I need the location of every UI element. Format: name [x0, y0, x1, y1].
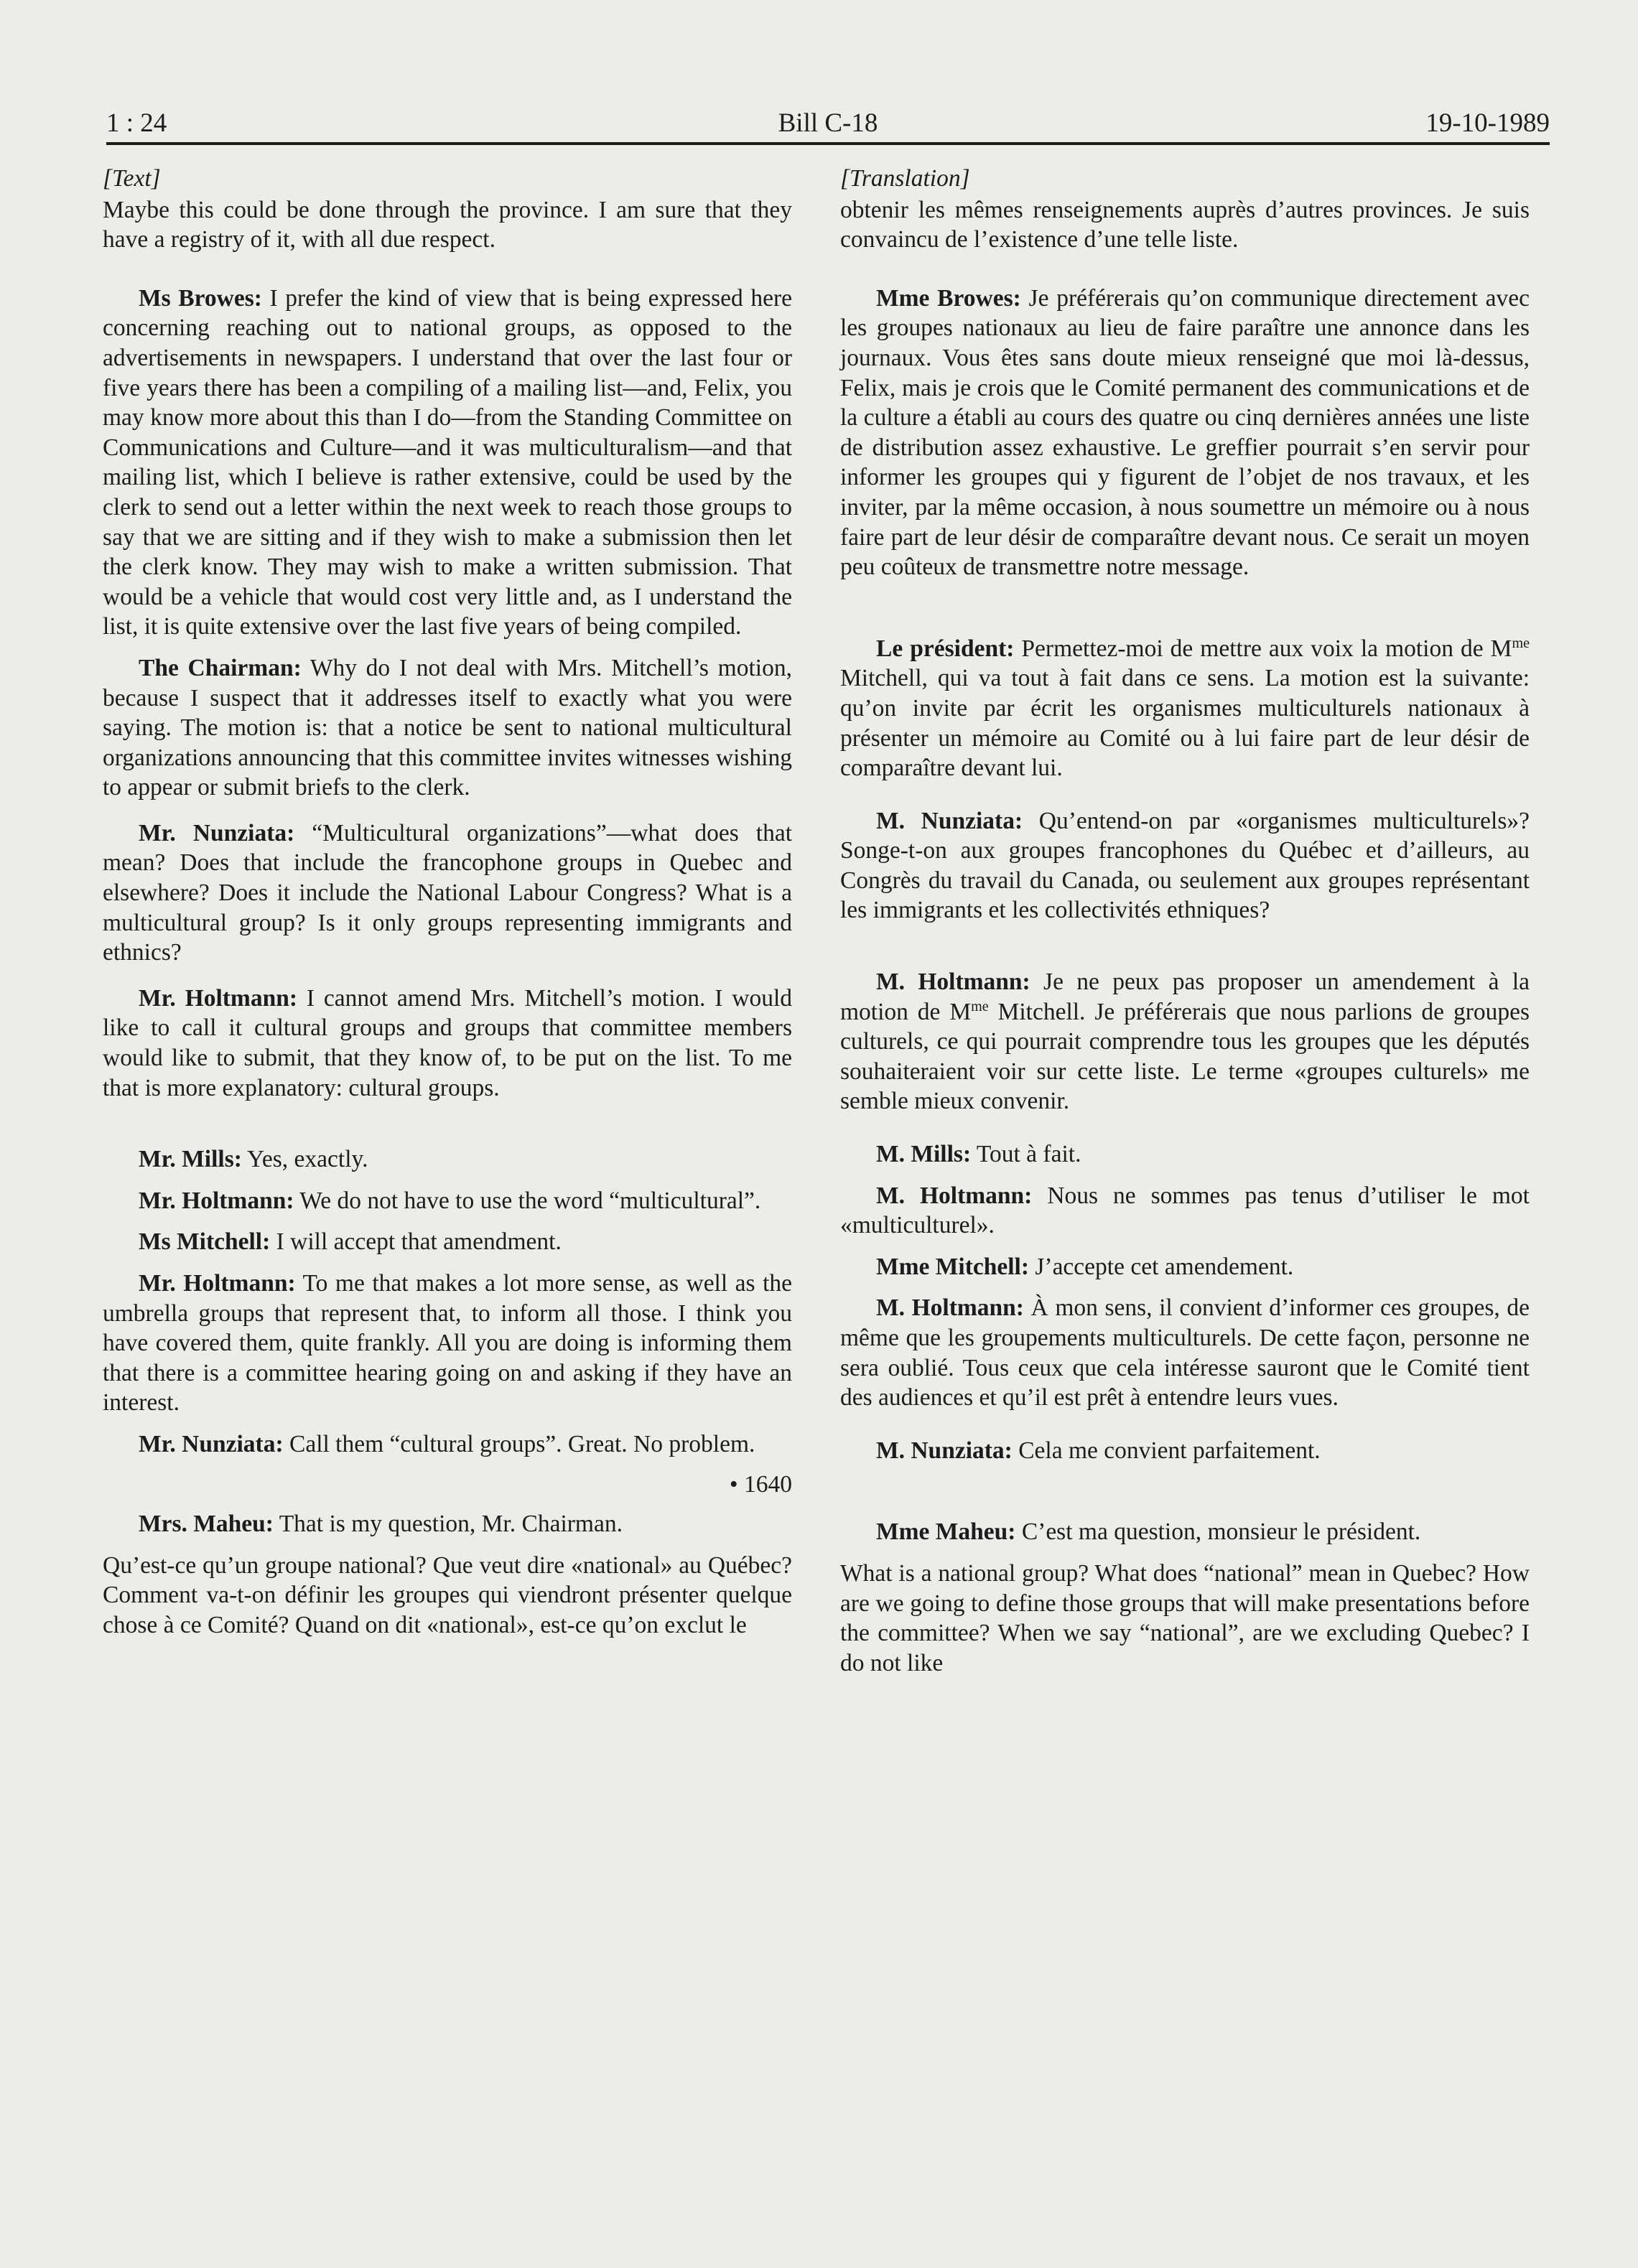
header-date: 19-10-1989 [1425, 108, 1550, 138]
speech-text: I prefer the kind of view that is being expressed here concerning reaching out to national groups, as opposed to the advertisements in newspapers. I understand that over the last four or five years there has been a compiling of a mailing list—and, Felix, you may know more about this than I do—from the Standing Committee on Communications and Culture—and it was multiculturalism—and that mailing list, which I believe is rather extensive, could be used by the clerk to send out a letter within the next week to reach those groups to say that we are sitting and if they wish to make a submission then let the clerk know. They may wish to make a written submission. That would be a vehicle that would cost very little and, as I understand the list, it is quite extensive over the last five years of being compiled. [103, 284, 792, 640]
speech-nunziata [103, 818, 792, 968]
speaker-name: Mme Browes: [876, 284, 1021, 312]
speech-president [840, 634, 1530, 783]
speaker-name: M. Mills: [876, 1141, 972, 1168]
translation-tag: [Translation] [840, 165, 970, 192]
speech-text: Yes, exactly. [241, 1146, 368, 1173]
speech-text: Cela me convient parfaitement. [1012, 1437, 1321, 1464]
speech-holtmann [103, 1269, 792, 1418]
speaker-name: The Chairman: [139, 654, 302, 681]
paragraph: Maybe this could be done through the province. I am sure that they have a registry of it, with all due respect. [103, 196, 792, 253]
speech-holtmann [103, 984, 792, 1103]
speech-text: “Multicultural organizations”—what does that mean? Does that include the francophone groups in Quebec and elsewhere? Does it include the National Labour Congress? What is a multicultural group? Is it only groups representing immigrants and ethnics? [103, 819, 793, 966]
speech-text: À mon sens, il convient d’informer ces groupes, de même que les groupements multiculturels. De cette façon, personne ne sera oublié. Tous ceux que cela intéresse sauront que le Comité tient des audiences et qu’il est prêt à entendre leurs vues. [840, 1294, 1530, 1411]
speech-text: Tout à fait. [971, 1141, 1081, 1168]
speech-mills [840, 1139, 1530, 1170]
speaker-name: Mr. Mills: [139, 1146, 242, 1173]
speech-text: Permettez-moi de mettre aux voix la motion de M [1014, 635, 1512, 662]
speech-text: I cannot amend Mrs. Mitchell’s motion. I would like to call it cultural groups and groups that committee members would like to submit, that they know of, to be put on the list. To me that is more explanatory: cultural groups. [103, 984, 792, 1101]
speech-maheu [840, 1517, 1530, 1547]
text-tag: [Text] [103, 165, 161, 192]
speech-text: Je ne peux pas proposer un amendement à la motion de M [840, 969, 1530, 1025]
speaker-name: M. Holtmann: [876, 1182, 1033, 1209]
speech-text: Why do I not deal with Mrs. Mitchell’s motion, because I suspect that it addresses itself to exactly what you were saying. The motion is: that a notice be sent to national multicultural organizations announcing that this committee invites witnesses wishing to appear or submit briefs to the clerk. [103, 654, 792, 801]
speech-text: Je préférerais qu’on communique directement avec les groupes nationaux au lieu de faire paraître une annonce dans les journaux. Vous êtes sans doute mieux renseigné que moi là-dessus, Felix, mais je crois que le Comité permanent des communications et de la culture a établi au cours des quatre ou cinq dernières années une liste de distribution assez exhaustive. Le greffier pourrait s’en servir pour informer les groupes qui y figurent de l’objet de nos travaux, et les inviter, par la même occasion, à nous soumettre un mémoire ou à nous faire part de leur désir de comparaître devant nous. Ce serait un moyen peu coûteux de transmettre notre message. [840, 284, 1530, 581]
speech-text: We do not have to use the word “multicultural”. [294, 1187, 761, 1214]
speech-mills [103, 1144, 792, 1175]
speech-browes [840, 284, 1530, 582]
speaker-name: Mr. Holtmann: [139, 1187, 294, 1214]
speech-text: C’est ma question, monsieur le président. [1015, 1518, 1421, 1546]
time-marker: • 1640 [729, 1470, 792, 1498]
speech-text: Nous ne sommes pas tenus d’utiliser le mot «multiculturel». [840, 1182, 1530, 1239]
speaker-name: M. Holtmann: [876, 1294, 1024, 1322]
speech-maheu [103, 1509, 792, 1539]
speaker-name: Ms Mitchell: [139, 1228, 271, 1256]
header-rule [106, 142, 1550, 145]
superscript: me [1512, 635, 1530, 651]
speaker-name: Mme Maheu: [876, 1518, 1016, 1546]
speech-holtmann [103, 1186, 792, 1216]
speech-browes [103, 284, 792, 642]
speech-nunziata [103, 1429, 792, 1460]
speech-mitchell [840, 1252, 1530, 1282]
page-number: 1 : 24 [106, 108, 167, 138]
speaker-name: Mr. Holtmann: [139, 1270, 296, 1297]
speaker-name: Mr. Holtmann: [139, 984, 297, 1012]
paragraph: What is a national group? What does “national” mean in Quebec? How are we going to define those groups that will make presentations before the committee? When we say “national”, are we excluding Quebec? I do not like [840, 1559, 1530, 1676]
bill-title: Bill C-18 [778, 108, 878, 138]
speech-text: Mitchell, qui va tout à fait dans ce sens. La motion est la suivante: qu’on invite par écrit les organismes multiculturels nationaux à présenter un mémoire au Comité ou à lui faire part de leur désir de comparaître devant lui. [840, 665, 1530, 782]
english-column [103, 164, 792, 1641]
speech-text: Mitchell. Je préférerais que nous parlions de groupes culturels, ce qui pourrait comprendre tous les groupes que les députés souhaiteraient voir sur cette liste. Le terme «groupes culturels» me semble mieux convenir. [840, 998, 1530, 1115]
speech-text: Qu’entend-on par «organismes multiculturels»? Songe-t-on aux groupes francophones du Québec et d’ailleurs, au Congrès du travail du Canada, ou seulement aux groupes représentant les immigrants et les collectivités ethniques? [840, 807, 1530, 924]
speech-text: J’accepte cet amendement. [1029, 1253, 1294, 1280]
speaker-name: Mrs. Maheu: [139, 1511, 274, 1538]
superscript: me [971, 998, 989, 1014]
speaker-name: Mr. Nunziata: [139, 819, 295, 846]
speaker-name: M. Holtmann: [876, 969, 1030, 996]
speaker-name: Ms Browes: [139, 284, 262, 312]
speaker-name: Mr. Nunziata: [139, 1430, 284, 1457]
speech-mitchell [103, 1227, 792, 1257]
speech-text: Call them “cultural groups”. Great. No problem. [283, 1430, 755, 1457]
speech-text: I will accept that amendment. [270, 1228, 562, 1256]
speaker-name: M. Nunziata: [876, 1437, 1013, 1464]
speech-nunziata [840, 1436, 1530, 1466]
speech-text: That is my question, Mr. Chairman. [273, 1511, 623, 1538]
speaker-name: Mme Mitchell: [876, 1253, 1029, 1280]
speech-holtmann [840, 967, 1530, 1116]
speech-chairman [103, 653, 792, 803]
page-header [106, 108, 1550, 144]
speech-holtmann [840, 1293, 1530, 1412]
speech-holtmann [840, 1181, 1530, 1241]
speaker-name: Le président: [876, 635, 1015, 662]
speech-text: To me that makes a lot more sense, as well as the umbrella groups that represent that, to inform all those. I think you have covered them, quite frankly. All you are doing is informing them that there is a committee hearing going on and asking if they have an interest. [103, 1270, 792, 1417]
speaker-name: M. Nunziata: [876, 807, 1023, 834]
paragraph: obtenir les mêmes renseignements auprès d’autres provinces. Je suis convaincu de l’existence d’une telle liste. [840, 196, 1530, 253]
paragraph: Qu’est-ce qu’un groupe national? Que veut dire «national» au Québec? Comment va-t-on définir les groupes qui viendront présenter quelque chose à ce Comité? Quand on dit «national», est-ce qu’on exclut le [103, 1551, 792, 1638]
speech-nunziata [840, 806, 1530, 925]
french-column [840, 164, 1530, 1678]
